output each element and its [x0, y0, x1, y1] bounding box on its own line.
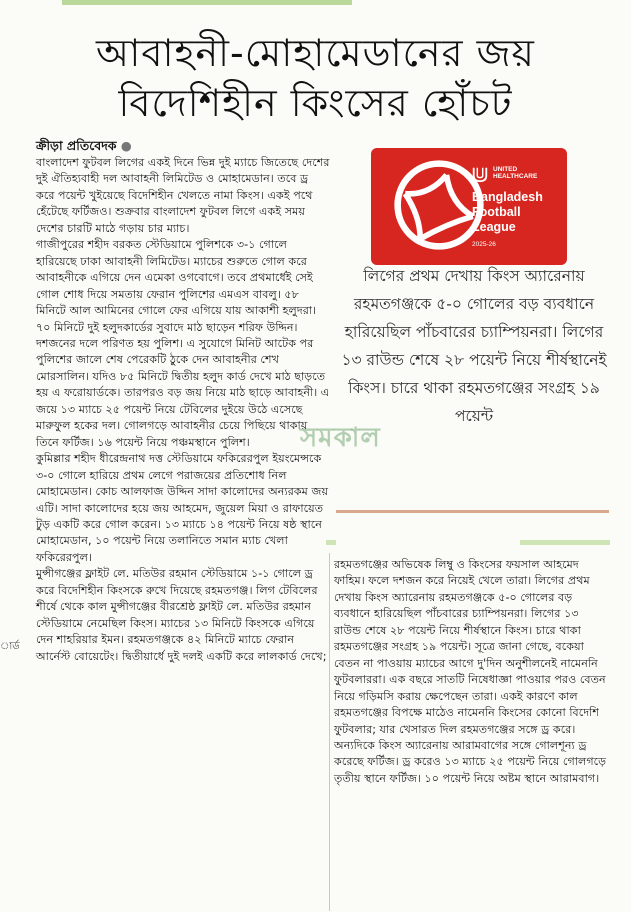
sponsor-name — [493, 166, 537, 180]
sponsor-line-1: UNITED — [493, 166, 518, 173]
watermark: সমকাল — [300, 423, 381, 453]
headline-line-1: আবাহনী-মোহামেডানের জয় — [96, 31, 535, 75]
column-accent-bar-right — [520, 540, 610, 545]
sponsor-line-2: HEALTHCARE — [493, 173, 538, 180]
column-accent-bar-left — [326, 540, 336, 545]
paragraph-abahani: গাজীপুরের শহীদ বরকত স্টেডিয়ামে পুলিশকে ৩-১ গোলে হারিয়েছে ঢাকা আবাহনী লিমিটেড। ম্যাচের শুরুতে গোল করে আবাহনীকে এগিয়ে দেন এমেকা ওগবোগে। তবে প্রথমার্ধেই সেই গোল শোধ দিয়ে সমতায় ফেরান পুলিশের এমএস বাবলু। ৫৮ মিনিটে আল আমিনের গোলে ফের এগিয়ে যায় আকাশী হলুদরা। ৭০ মিনিটে দুই হলুদকার্ডের সুবাদে মাঠ ছাড়েন শরিফ উদ্দিন। দশজনের দলে পরিণত হয় পুলিশ। এ সুযোগে মিনিট আটেক পর পুলিশের জালে শেষ পেরেকটি ঠুকে দেন আবাহনীর শেখ মোরসালিন। যদিও ৮৫ মিনিটে দ্বিতীয় হলুদ কার্ড দেখে মাঠ ছাড়তে হয় এ ফরোয়ার্ডকে। তারপরও বড় জয় নিয়ে মাঠ ছাড়ে আবাহনী। এ জয়ে ১৩ ম্যাচে ২৫ পয়েন্ট নিয়ে টেবিলের দুইয়ে উঠে এসেছে মারুফুল হকের দল। গোলগড়ে আবাহনীর চেয়ে পিছিয়ে থাকায় তিনে ফর্টিজ। ১৬ পয়েন্ট নিয়ে পঞ্চমস্থানে পুলিশ। — [36, 238, 330, 449]
article-column-1 — [36, 155, 330, 665]
byline-dot-icon: ● — [120, 138, 132, 153]
column-divider — [329, 553, 330, 911]
paragraph-mohammedan: কুমিল্লার শহীদ ধীরেন্দ্রনাথ দত্ত স্টেডিয়ামে ফকিরেরপুল ইয়ংমেন্সকে ৩-০ গোলে হারিয়ে প্রথম লেগে পরাজয়ের প্রতিশোধ নিল মোহামেডান। কোচ আলফাজ উদ্দিন সাদা কালোদের অন্যরকম জয় এটি। সাদা কালোদের হয়ে জয় আহমেদ, জুয়েল মিয়া ও রাফায়েত টুড় একটি করে গোল করেন। ১৩ ম্যাচে ১৪ পয়েন্ট নিয়ে ষষ্ঠ স্থানে মোহামেডান, ১০ পয়েন্ট নিয়ে তলানিতে সমান ম্যাচ খেলা ফকিরেরপুল। — [36, 452, 329, 564]
league-line-2: Football — [472, 205, 521, 219]
pull-quote: লিগের প্রথম দেখায় কিংস অ্যারেনায় রহমতগঞ্জকে ৫-০ গোলের বড় ব্যবধানে হারিয়েছিল পাঁচবারের চ্যাম্পিয়নরা। লিগের ১৩ রাউন্ড শেষে ২৮ পয়েন্ট নিয়ে শীর্ষস্থানেই কিংস। চারে থাকা রহমতগঞ্জের সংগ্রহ ১৯ পয়েন্ট — [341, 267, 607, 425]
article-column-2 — [334, 557, 609, 787]
pull-quote-rule — [336, 510, 609, 513]
paragraph-continued: রহমতগঞ্জের অভিষেক লিম্বু ও কিংসের ফয়সাল আহমেদ ফাহিম। ফলে দশজন করে নিয়েই খেলে তারা। লিগের প্রথম দেখায় কিংস অ্যারেনায় রহমতগঞ্জকে ৫-০ গোলের বড় ব্যবধানে হারিয়েছিল পাঁচবারের চ্যাম্পিয়নরা। লিগের ১৩ রাউন্ড শেষে ২৮ পয়েন্ট নিয়ে শীর্ষস্থানে কিংস। চারে থাকা রহমতগঞ্জের সংগ্রহ ১৯ পয়েন্ট। সূত্রে জানা গেছে, বকেয়া বেতন না পাওয়ায় ম্যাচের আগে দু'দিন অনুশীলনেই নামেননি ফুটবলাররা। এক বছরে সাতটি নিষেধাজ্ঞা পাওয়ার পরও বেতন নিয়ে গড়িমসি করায় ক্ষেপেছেন তারা। একই কারণে কাল রহমতগঞ্জের বিপক্ষে মাঠেও নামেননি কিংসের কোনো বিদেশি ফুটবলার; যার খেসারত দিল রহমতগঞ্জের সঙ্গে ড্র করে। অন্যদিকে কিংস অ্যারেনায় আরামবাগের সঙ্গে গোলশূন্য ড্র করেছে ফর্টিজ। ড্র করেও ১৩ ম্যাচে ২৫ পয়েন্ট নিয়ে গোলগড়ে তৃতীয় স্থানে ফর্টিজ। ১০ পয়েন্ট নিয়ে অষ্টম স্থানে আরামবাগ। — [334, 558, 607, 785]
paragraph-kings: মুন্সীগঞ্জের ফ্লাইট লে. মতিউর রহমান স্টেডিয়ামে ১-১ গোলে ড্র করে বিদেশিহীন কিংসকে রুখে দিয়েছে রহমতগঞ্জ। লিগ টেবিলের শীর্ষে থেকে কাল মুন্সীগঞ্জের বীরশ্রেষ্ঠ ফ্লাইট লে. মতিউর রহমান স্টেডিয়ামে নেমেছিল কিংস। ম্যাচের ১৩ মিনিটে কিংসকে এগিয়ে দেন শাহরিয়ার ইমন। রহমতগঞ্জকে ৪২ মিনিটে ম্যাচে ফেরান আর্নেস্ট বোয়েটেং। দ্বিতীয়ার্ধে দুই দলই একটি করে লালকার্ড দেখে; — [36, 567, 327, 663]
united-healthcare-icon — [471, 165, 489, 183]
paragraph-intro: বাংলাদেশ ফুটবল লিগের একই দিনে ভিন্ন দুই ম্যাচে জিতেছে দেশের দুই ঐতিহ্যবাহী দল আবাহনী লিমিটেড ও মোহামেডান। তবে ড্র করে পয়েন্ট খুইয়েছে বিদেশিহীন খেলতে নামা কিংস। একই পথে হেঁটেছে ফর্টিজও। শুক্রবার বাংলাদেশ ফুটবল লিগে একই সময় দেশের চারটি মাঠে গড়ায় চার ম্যাচ। — [36, 156, 330, 235]
league-line-1: Bangladesh — [472, 190, 543, 204]
league-name — [472, 190, 543, 235]
headline-line-2: বিদেশিহীন কিংসের হোঁচট — [118, 81, 513, 125]
byline-text: ক্রীড়া প্রতিবেদক — [36, 138, 117, 153]
league-line-3: League — [472, 220, 516, 234]
margin-fragment: ার্ড — [0, 641, 20, 652]
league-season: 2025-26 — [472, 241, 496, 248]
top-accent-bar — [62, 0, 352, 5]
headline — [0, 28, 631, 128]
